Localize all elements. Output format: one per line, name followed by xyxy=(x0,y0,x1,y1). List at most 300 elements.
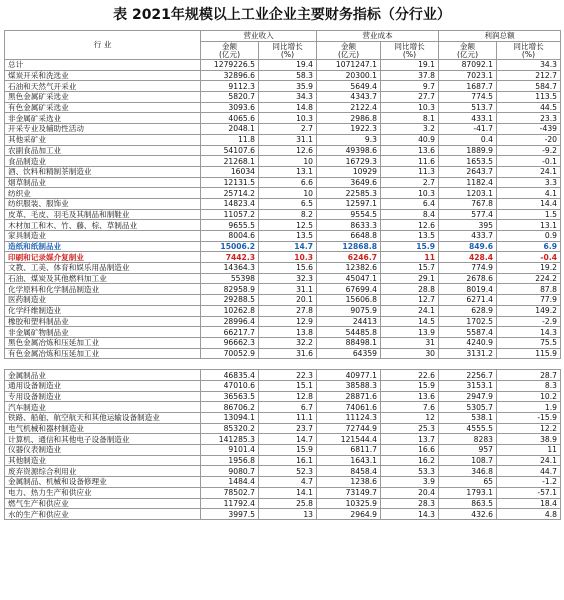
profit-amount-cell: 3131.2 xyxy=(439,348,497,359)
industry-header: 行 业 xyxy=(5,31,201,60)
industry-cell: 有色金属冶炼和压延加工业 xyxy=(5,348,201,359)
table-row xyxy=(5,509,561,520)
profit-growth-cell: 11 xyxy=(497,445,561,456)
cost-amount-cell: 1922.3 xyxy=(317,124,381,135)
industry-cell: 总计 xyxy=(5,60,201,71)
profit-amount-cell: 4240.9 xyxy=(439,337,497,348)
revenue-growth-cell: 34.3 xyxy=(259,92,317,103)
cost-growth-cell: 12 xyxy=(381,413,439,424)
revenue-growth-cell: 6.5 xyxy=(259,198,317,209)
cost-amount-cell: 40977.1 xyxy=(317,370,381,381)
industry-cell: 非金属矿物制品业 xyxy=(5,327,201,338)
profit-amount-cell: 1793.1 xyxy=(439,487,497,498)
profit-growth-cell: 28.7 xyxy=(497,370,561,381)
profit-amount-cell: 2256.7 xyxy=(439,370,497,381)
cost-amount-cell: 15606.8 xyxy=(317,295,381,306)
industry-cell: 开采专业及辅助性活动 xyxy=(5,124,201,135)
growth-header: 同比增长 (%) xyxy=(259,42,317,60)
cost-growth-cell: 8.1 xyxy=(381,113,439,124)
table-row xyxy=(5,487,561,498)
profit-amount-cell: 428.4 xyxy=(439,252,497,263)
revenue-amount-cell: 54107.6 xyxy=(201,145,259,156)
cost-amount-cell: 73149.7 xyxy=(317,487,381,498)
profit-growth-cell: 212.7 xyxy=(497,70,561,81)
profit-amount-cell: 6271.4 xyxy=(439,295,497,306)
profit-growth-cell: 14.4 xyxy=(497,198,561,209)
revenue-amount-cell: 3997.5 xyxy=(201,509,259,520)
cost-growth-cell: 3.2 xyxy=(381,124,439,135)
profit-amount-cell: 863.5 xyxy=(439,498,497,509)
profit-growth-cell: 77.9 xyxy=(497,295,561,306)
revenue-amount-cell: 14823.4 xyxy=(201,198,259,209)
industry-cell: 金属制品、机械和设备修理业 xyxy=(5,477,201,488)
revenue-amount-cell: 3093.6 xyxy=(201,102,259,113)
profit-growth-cell: 584.7 xyxy=(497,81,561,92)
cost-growth-cell: 6.4 xyxy=(381,198,439,209)
revenue-growth-cell: 58.3 xyxy=(259,70,317,81)
cost-growth-cell: 25.3 xyxy=(381,423,439,434)
table-row xyxy=(5,263,561,274)
profit-growth-cell: 6.9 xyxy=(497,241,561,252)
cost-growth-cell: 53.3 xyxy=(381,466,439,477)
revenue-growth-cell: 25.8 xyxy=(259,498,317,509)
revenue-amount-cell: 78502.7 xyxy=(201,487,259,498)
cost-growth-cell: 20.4 xyxy=(381,487,439,498)
table-row xyxy=(5,113,561,124)
cost-growth-cell: 3.9 xyxy=(381,477,439,488)
table-row xyxy=(5,348,561,359)
revenue-growth-cell: 32.2 xyxy=(259,337,317,348)
cost-amount-cell: 38588.3 xyxy=(317,380,381,391)
cost-growth-cell: 12.6 xyxy=(381,220,439,231)
cost-growth-cell: 13.6 xyxy=(381,145,439,156)
profit-growth-cell: 4.1 xyxy=(497,188,561,199)
table-row xyxy=(5,477,561,488)
table-row xyxy=(5,220,561,231)
cost-growth-cell: 10.3 xyxy=(381,188,439,199)
revenue-growth-cell: 12.5 xyxy=(259,220,317,231)
cost-header: 营业成本 xyxy=(317,31,439,42)
profit-amount-cell: 1203.1 xyxy=(439,188,497,199)
table-row xyxy=(5,445,561,456)
cost-amount-cell: 1643.1 xyxy=(317,455,381,466)
revenue-growth-cell: 32.3 xyxy=(259,273,317,284)
table-row xyxy=(5,188,561,199)
cost-amount-cell: 67699.4 xyxy=(317,284,381,295)
profit-growth-cell: -1.2 xyxy=(497,477,561,488)
profit-amount-cell: 65 xyxy=(439,477,497,488)
revenue-amount-cell: 10262.8 xyxy=(201,305,259,316)
revenue-growth-cell: 14.1 xyxy=(259,487,317,498)
revenue-amount-cell: 7442.3 xyxy=(201,252,259,263)
revenue-amount-cell: 16034 xyxy=(201,166,259,177)
cost-amount-cell: 3649.6 xyxy=(317,177,381,188)
profit-amount-cell: 1687.7 xyxy=(439,81,497,92)
section-spacer xyxy=(5,359,561,370)
profit-growth-cell: 8.3 xyxy=(497,380,561,391)
table-row xyxy=(5,327,561,338)
revenue-growth-cell: 13 xyxy=(259,509,317,520)
profit-amount-cell: 538.1 xyxy=(439,413,497,424)
revenue-growth-cell: 12.9 xyxy=(259,316,317,327)
revenue-amount-cell: 32896.6 xyxy=(201,70,259,81)
profit-growth-cell: 10.2 xyxy=(497,391,561,402)
revenue-growth-cell: 13.5 xyxy=(259,231,317,242)
revenue-amount-cell: 25714.2 xyxy=(201,188,259,199)
table-row xyxy=(5,124,561,135)
industry-cell: 皮革、毛皮、羽毛及其制品和制鞋业 xyxy=(5,209,201,220)
cost-amount-cell: 74061.6 xyxy=(317,402,381,413)
revenue-growth-cell: 13.1 xyxy=(259,166,317,177)
cost-growth-cell: 40.9 xyxy=(381,134,439,145)
cost-growth-cell: 28.8 xyxy=(381,284,439,295)
cost-growth-cell: 11.3 xyxy=(381,166,439,177)
cost-amount-cell: 54485.8 xyxy=(317,327,381,338)
revenue-growth-cell: 6.7 xyxy=(259,402,317,413)
table-row xyxy=(5,166,561,177)
profit-growth-cell: 24.1 xyxy=(497,455,561,466)
industry-cell: 纺织业 xyxy=(5,188,201,199)
cost-amount-cell: 1238.6 xyxy=(317,477,381,488)
revenue-growth-cell: 35.9 xyxy=(259,81,317,92)
revenue-growth-cell: 14.7 xyxy=(259,434,317,445)
profit-amount-cell: 346.8 xyxy=(439,466,497,477)
table-row xyxy=(5,380,561,391)
cost-growth-cell: 31 xyxy=(381,337,439,348)
profit-amount-cell: 5587.4 xyxy=(439,327,497,338)
profit-growth-cell: 34.3 xyxy=(497,60,561,71)
cost-amount-cell: 1071247.1 xyxy=(317,60,381,71)
industry-cell: 电气机械和器材制造业 xyxy=(5,423,201,434)
cost-amount-cell: 88498.1 xyxy=(317,337,381,348)
cost-growth-cell: 15.7 xyxy=(381,263,439,274)
industry-cell: 木材加工和木、竹、藤、棕、草制品业 xyxy=(5,220,201,231)
cost-growth-cell: 10.3 xyxy=(381,102,439,113)
table-row xyxy=(5,295,561,306)
revenue-amount-cell: 46835.4 xyxy=(201,370,259,381)
revenue-amount-cell: 28996.4 xyxy=(201,316,259,327)
industry-cell: 通用设备制造业 xyxy=(5,380,201,391)
table-body xyxy=(5,60,561,520)
industry-cell: 黑色金属矿采选业 xyxy=(5,92,201,103)
cost-amount-cell: 16729.3 xyxy=(317,156,381,167)
table-row xyxy=(5,466,561,477)
profit-growth-cell: 44.7 xyxy=(497,466,561,477)
cost-growth-cell: 29.1 xyxy=(381,273,439,284)
cost-amount-cell: 10929 xyxy=(317,166,381,177)
revenue-growth-cell: 14.8 xyxy=(259,102,317,113)
table-row xyxy=(5,305,561,316)
industry-cell: 燃气生产和供应业 xyxy=(5,498,201,509)
revenue-growth-cell: 31.1 xyxy=(259,284,317,295)
table-row xyxy=(5,134,561,145)
revenue-amount-cell: 86706.2 xyxy=(201,402,259,413)
industry-cell: 水的生产和供应业 xyxy=(5,509,201,520)
cost-amount-cell: 5649.4 xyxy=(317,81,381,92)
cost-amount-cell: 11124.3 xyxy=(317,413,381,424)
revenue-growth-cell: 10 xyxy=(259,156,317,167)
profit-amount-cell: 108.7 xyxy=(439,455,497,466)
industry-cell: 石油、煤炭及其他燃料加工业 xyxy=(5,273,201,284)
profit-amount-cell: 774.9 xyxy=(439,263,497,274)
industry-cell: 石油和天然气开采业 xyxy=(5,81,201,92)
cost-amount-cell: 45047.1 xyxy=(317,273,381,284)
revenue-growth-cell: 11.1 xyxy=(259,413,317,424)
profit-amount-cell: 577.4 xyxy=(439,209,497,220)
financial-indicators-table xyxy=(4,30,561,520)
cost-growth-cell: 24.1 xyxy=(381,305,439,316)
table-row xyxy=(5,177,561,188)
profit-amount-cell: 433.1 xyxy=(439,113,497,124)
profit-growth-cell: 12.2 xyxy=(497,423,561,434)
revenue-amount-cell: 70052.9 xyxy=(201,348,259,359)
table-row xyxy=(5,337,561,348)
spacer-cell xyxy=(5,359,561,370)
industry-cell: 其他制造业 xyxy=(5,455,201,466)
revenue-growth-cell: 20.1 xyxy=(259,295,317,306)
revenue-growth-cell: 19.4 xyxy=(259,60,317,71)
revenue-amount-cell: 36563.5 xyxy=(201,391,259,402)
cost-amount-cell: 8633.3 xyxy=(317,220,381,231)
profit-growth-cell: -15.9 xyxy=(497,413,561,424)
profit-amount-cell: 5305.7 xyxy=(439,402,497,413)
industry-cell: 非金属矿采选业 xyxy=(5,113,201,124)
cost-amount-cell: 20300.1 xyxy=(317,70,381,81)
profit-amount-cell: 774.5 xyxy=(439,92,497,103)
revenue-growth-cell: 31.1 xyxy=(259,134,317,145)
profit-growth-cell: 224.2 xyxy=(497,273,561,284)
industry-cell: 农副食品加工业 xyxy=(5,145,201,156)
profit-growth-cell: 24.1 xyxy=(497,166,561,177)
cost-growth-cell: 16.6 xyxy=(381,445,439,456)
profit-amount-cell: 433.7 xyxy=(439,231,497,242)
revenue-amount-cell: 11792.4 xyxy=(201,498,259,509)
industry-cell: 计算机、通信和其他电子设备制造业 xyxy=(5,434,201,445)
table-row xyxy=(5,455,561,466)
profit-amount-cell: 8283 xyxy=(439,434,497,445)
revenue-amount-cell: 13094.1 xyxy=(201,413,259,424)
revenue-amount-cell: 21268.1 xyxy=(201,156,259,167)
amount-header: 金额 (亿元) xyxy=(201,42,259,60)
revenue-amount-cell: 47010.6 xyxy=(201,380,259,391)
industry-cell: 黑色金属冶炼和压延加工业 xyxy=(5,337,201,348)
profit-amount-cell: 1182.4 xyxy=(439,177,497,188)
revenue-header: 营业收入 xyxy=(201,31,317,42)
cost-amount-cell: 2122.4 xyxy=(317,102,381,113)
table-row xyxy=(5,316,561,327)
cost-amount-cell: 9554.5 xyxy=(317,209,381,220)
cost-amount-cell: 9.3 xyxy=(317,134,381,145)
profit-amount-cell: 767.8 xyxy=(439,198,497,209)
cost-growth-cell: 11 xyxy=(381,252,439,263)
cost-growth-cell: 11.6 xyxy=(381,156,439,167)
table-row xyxy=(5,70,561,81)
table-row xyxy=(5,252,561,263)
profit-growth-cell: -20 xyxy=(497,134,561,145)
cost-amount-cell: 12382.6 xyxy=(317,263,381,274)
profit-growth-cell: 13.1 xyxy=(497,220,561,231)
revenue-amount-cell: 12131.5 xyxy=(201,177,259,188)
industry-cell: 化学纤维制造业 xyxy=(5,305,201,316)
revenue-amount-cell: 82958.9 xyxy=(201,284,259,295)
table-row xyxy=(5,156,561,167)
table-row xyxy=(5,498,561,509)
industry-cell: 橡胶和塑料制品业 xyxy=(5,316,201,327)
revenue-amount-cell: 9655.5 xyxy=(201,220,259,231)
cost-growth-cell: 22.6 xyxy=(381,370,439,381)
revenue-growth-cell: 15.6 xyxy=(259,263,317,274)
profit-growth-cell: 149.2 xyxy=(497,305,561,316)
revenue-amount-cell: 141285.3 xyxy=(201,434,259,445)
profit-growth-cell: -9.2 xyxy=(497,145,561,156)
profit-growth-cell: 113.5 xyxy=(497,92,561,103)
cost-growth-cell: 13.6 xyxy=(381,391,439,402)
cost-amount-cell: 12868.8 xyxy=(317,241,381,252)
table-row xyxy=(5,284,561,295)
industry-cell: 文教、工美、体育和娱乐用品制造业 xyxy=(5,263,201,274)
revenue-amount-cell: 66217.7 xyxy=(201,327,259,338)
revenue-growth-cell: 2.7 xyxy=(259,124,317,135)
revenue-amount-cell: 9112.3 xyxy=(201,81,259,92)
revenue-growth-cell: 14.7 xyxy=(259,241,317,252)
industry-cell: 废弃资源综合利用业 xyxy=(5,466,201,477)
revenue-amount-cell: 15006.2 xyxy=(201,241,259,252)
table-row xyxy=(5,241,561,252)
profit-growth-cell: 23.3 xyxy=(497,113,561,124)
cost-amount-cell: 6811.7 xyxy=(317,445,381,456)
industry-cell: 酒、饮料和精制茶制造业 xyxy=(5,166,201,177)
cost-growth-cell: 8.4 xyxy=(381,209,439,220)
revenue-amount-cell: 2048.1 xyxy=(201,124,259,135)
profit-amount-cell: 628.9 xyxy=(439,305,497,316)
profit-growth-cell: 44.5 xyxy=(497,102,561,113)
table-row xyxy=(5,370,561,381)
industry-cell: 造纸和纸制品业 xyxy=(5,241,201,252)
revenue-amount-cell: 4065.6 xyxy=(201,113,259,124)
cost-growth-cell: 28.3 xyxy=(381,498,439,509)
profit-growth-cell: -2.9 xyxy=(497,316,561,327)
profit-amount-cell: 2678.6 xyxy=(439,273,497,284)
cost-amount-cell: 6648.8 xyxy=(317,231,381,242)
profit-growth-cell: 14.3 xyxy=(497,327,561,338)
cost-amount-cell: 2964.9 xyxy=(317,509,381,520)
revenue-amount-cell: 85320.2 xyxy=(201,423,259,434)
profit-amount-cell: 0.4 xyxy=(439,134,497,145)
table-row xyxy=(5,145,561,156)
cost-growth-cell: 37.8 xyxy=(381,70,439,81)
table-row xyxy=(5,231,561,242)
cost-growth-cell: 15.9 xyxy=(381,380,439,391)
industry-cell: 印刷和记录媒介复制业 xyxy=(5,252,201,263)
cost-amount-cell: 4343.7 xyxy=(317,92,381,103)
revenue-growth-cell: 15.9 xyxy=(259,445,317,456)
profit-growth-cell: -439 xyxy=(497,124,561,135)
profit-growth-cell: 18.4 xyxy=(497,498,561,509)
revenue-amount-cell: 5820.7 xyxy=(201,92,259,103)
revenue-amount-cell: 1279226.5 xyxy=(201,60,259,71)
profit-amount-cell: 8019.4 xyxy=(439,284,497,295)
revenue-growth-cell: 6.6 xyxy=(259,177,317,188)
revenue-amount-cell: 96662.3 xyxy=(201,337,259,348)
amount-header: 金额 (亿元) xyxy=(439,42,497,60)
profit-growth-cell: 115.9 xyxy=(497,348,561,359)
industry-cell: 医药制造业 xyxy=(5,295,201,306)
cost-amount-cell: 64359 xyxy=(317,348,381,359)
revenue-amount-cell: 9080.7 xyxy=(201,466,259,477)
industry-cell: 其他采矿业 xyxy=(5,134,201,145)
cost-amount-cell: 10325.9 xyxy=(317,498,381,509)
cost-growth-cell: 15.9 xyxy=(381,241,439,252)
profit-amount-cell: 2947.9 xyxy=(439,391,497,402)
profit-growth-cell: -0.1 xyxy=(497,156,561,167)
industry-cell: 煤炭开采和洗选业 xyxy=(5,70,201,81)
revenue-amount-cell: 14364.3 xyxy=(201,263,259,274)
cost-amount-cell: 12597.1 xyxy=(317,198,381,209)
profit-amount-cell: 957 xyxy=(439,445,497,456)
profit-growth-cell: -57.1 xyxy=(497,487,561,498)
cost-growth-cell: 16.2 xyxy=(381,455,439,466)
revenue-growth-cell: 10.3 xyxy=(259,113,317,124)
profit-amount-cell: 849.6 xyxy=(439,241,497,252)
profit-amount-cell: 1889.9 xyxy=(439,145,497,156)
revenue-amount-cell: 9101.4 xyxy=(201,445,259,456)
industry-cell: 仪器仪表制造业 xyxy=(5,445,201,456)
revenue-amount-cell: 1484.4 xyxy=(201,477,259,488)
table-row xyxy=(5,102,561,113)
cost-amount-cell: 24413 xyxy=(317,316,381,327)
industry-cell: 食品制造业 xyxy=(5,156,201,167)
table-row xyxy=(5,92,561,103)
cost-growth-cell: 13.7 xyxy=(381,434,439,445)
cost-growth-cell: 14.3 xyxy=(381,509,439,520)
profit-growth-cell: 19.2 xyxy=(497,263,561,274)
profit-growth-cell: 1.5 xyxy=(497,209,561,220)
revenue-growth-cell: 12.6 xyxy=(259,145,317,156)
table-row xyxy=(5,198,561,209)
revenue-amount-cell: 29288.5 xyxy=(201,295,259,306)
profit-growth-cell: 87.8 xyxy=(497,284,561,295)
cost-growth-cell: 13.9 xyxy=(381,327,439,338)
cost-amount-cell: 2986.8 xyxy=(317,113,381,124)
revenue-growth-cell: 52.3 xyxy=(259,466,317,477)
revenue-growth-cell: 13.8 xyxy=(259,327,317,338)
profit-amount-cell: 513.7 xyxy=(439,102,497,113)
revenue-amount-cell: 55398 xyxy=(201,273,259,284)
cost-growth-cell: 30 xyxy=(381,348,439,359)
industry-cell: 汽车制造业 xyxy=(5,402,201,413)
industry-cell: 专用设备制造业 xyxy=(5,391,201,402)
profit-growth-cell: 4.8 xyxy=(497,509,561,520)
cost-growth-cell: 7.6 xyxy=(381,402,439,413)
table-row xyxy=(5,423,561,434)
cost-growth-cell: 9.7 xyxy=(381,81,439,92)
table-row xyxy=(5,402,561,413)
cost-amount-cell: 9075.9 xyxy=(317,305,381,316)
growth-header: 同比增长 (%) xyxy=(497,42,561,60)
cost-growth-cell: 27.7 xyxy=(381,92,439,103)
industry-cell: 有色金属矿采选业 xyxy=(5,102,201,113)
cost-growth-cell: 14.5 xyxy=(381,316,439,327)
page-title: 表 2021年规模以上工业企业主要财务指标（分行业） xyxy=(113,7,451,23)
table-row xyxy=(5,434,561,445)
revenue-amount-cell: 11057.2 xyxy=(201,209,259,220)
profit-amount-cell: 2643.7 xyxy=(439,166,497,177)
cost-amount-cell: 6246.7 xyxy=(317,252,381,263)
revenue-growth-cell: 10.3 xyxy=(259,252,317,263)
revenue-growth-cell: 12.8 xyxy=(259,391,317,402)
revenue-growth-cell: 16.1 xyxy=(259,455,317,466)
profit-header: 利润总额 xyxy=(439,31,561,42)
